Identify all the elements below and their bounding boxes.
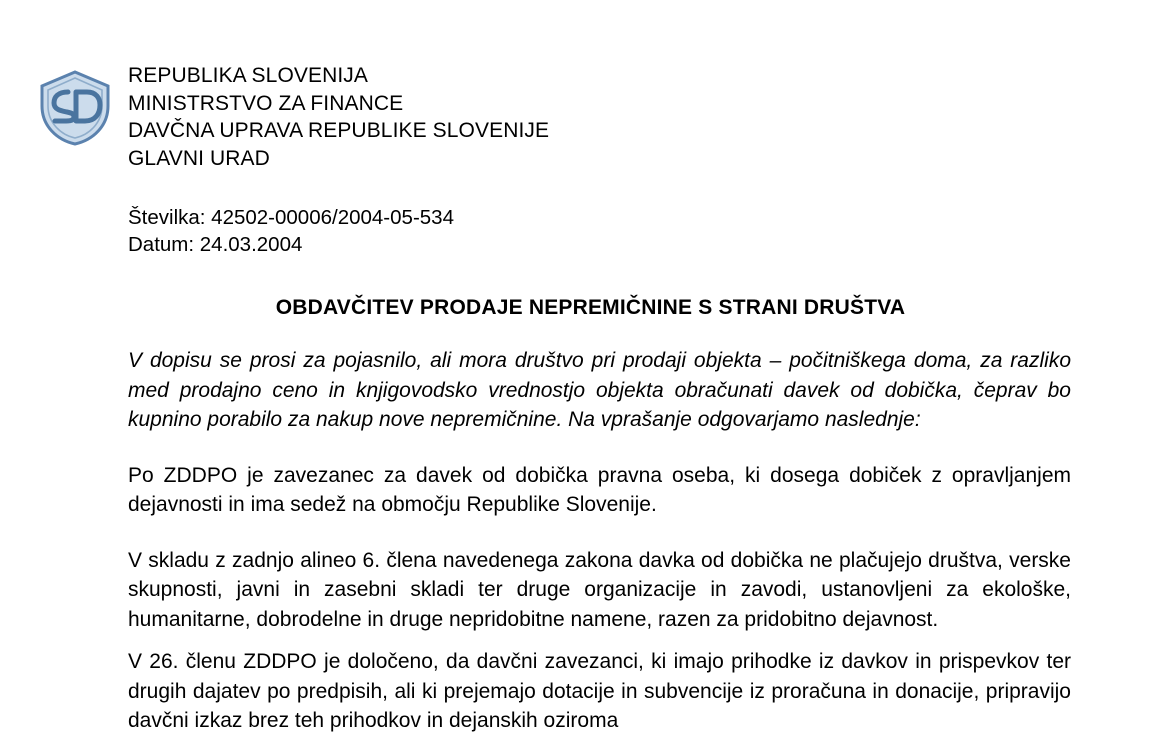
letterhead	[128, 62, 1077, 174]
organization-block	[128, 62, 1077, 172]
reference-block	[128, 204, 1077, 258]
org-line-1: REPUBLIKA SLOVENIJA	[128, 64, 368, 87]
reference-number: Številka: 42502-00006/2004-05-534	[128, 206, 454, 229]
org-line-3: DAVČNA UPRAVA REPUBLIKE SLOVENIJE	[128, 119, 550, 142]
org-line-4: GLAVNI URAD	[128, 146, 270, 170]
paragraph-clipped-region	[128, 647, 1077, 743]
paragraph-article-26: V 26. členu ZDDPO je določeno, da davčni zavezanci, ki imajo prihodke iz davkov in prispevkov ter drugih dajatev po predpisih, ali ki prejemajo dotacije in subvencije iz proračuna in donacije, pripravijo davčni izkaz brez teh prihodkov in dejanskih oziroma	[128, 650, 1071, 732]
paragraph-exemptions: V skladu z zadnjo alineo 6. člena navedenega zakona davka od dobička ne plačujejo društva, verske skupnosti, javni in zasebni skladi ter druge organizacije in zavodi, ustanovljeni za ekološke, humanitarne, dobrodelne in druge nepridobitne namene, razen za pridobitno dejavnost.	[128, 548, 1071, 631]
page-title: OBDAVČITEV PRODAJE NEPREMIČNINE S STRANI DRUŠTVA	[275, 296, 906, 319]
reference-date: Datum: 24.03.2004	[128, 233, 303, 256]
paragraph-taxpayer-definition: Po ZDDPO je zavezanec za davek od dobička pravna oseba, ki dosega dobiček z opravljanjem dejavnosti in ima sedež na območju Republike Slovenije.	[128, 463, 1071, 516]
paragraph-intro: V dopisu se prosi za pojasnilo, ali mora društvo pri prodaji objekta – počitniškega doma, za razliko med prodajno ceno in knjigovodsko vrednostjo objekta obračunati davek od dobička, čeprav bo kupnino porabilo za nakup nove nepremičnine. Na vprašanje odgovarjamo naslednje:	[128, 349, 1071, 431]
org-line-2: MINISTRSTVO ZA FINANCE	[128, 91, 404, 115]
durs-emblem-logo	[38, 70, 112, 146]
